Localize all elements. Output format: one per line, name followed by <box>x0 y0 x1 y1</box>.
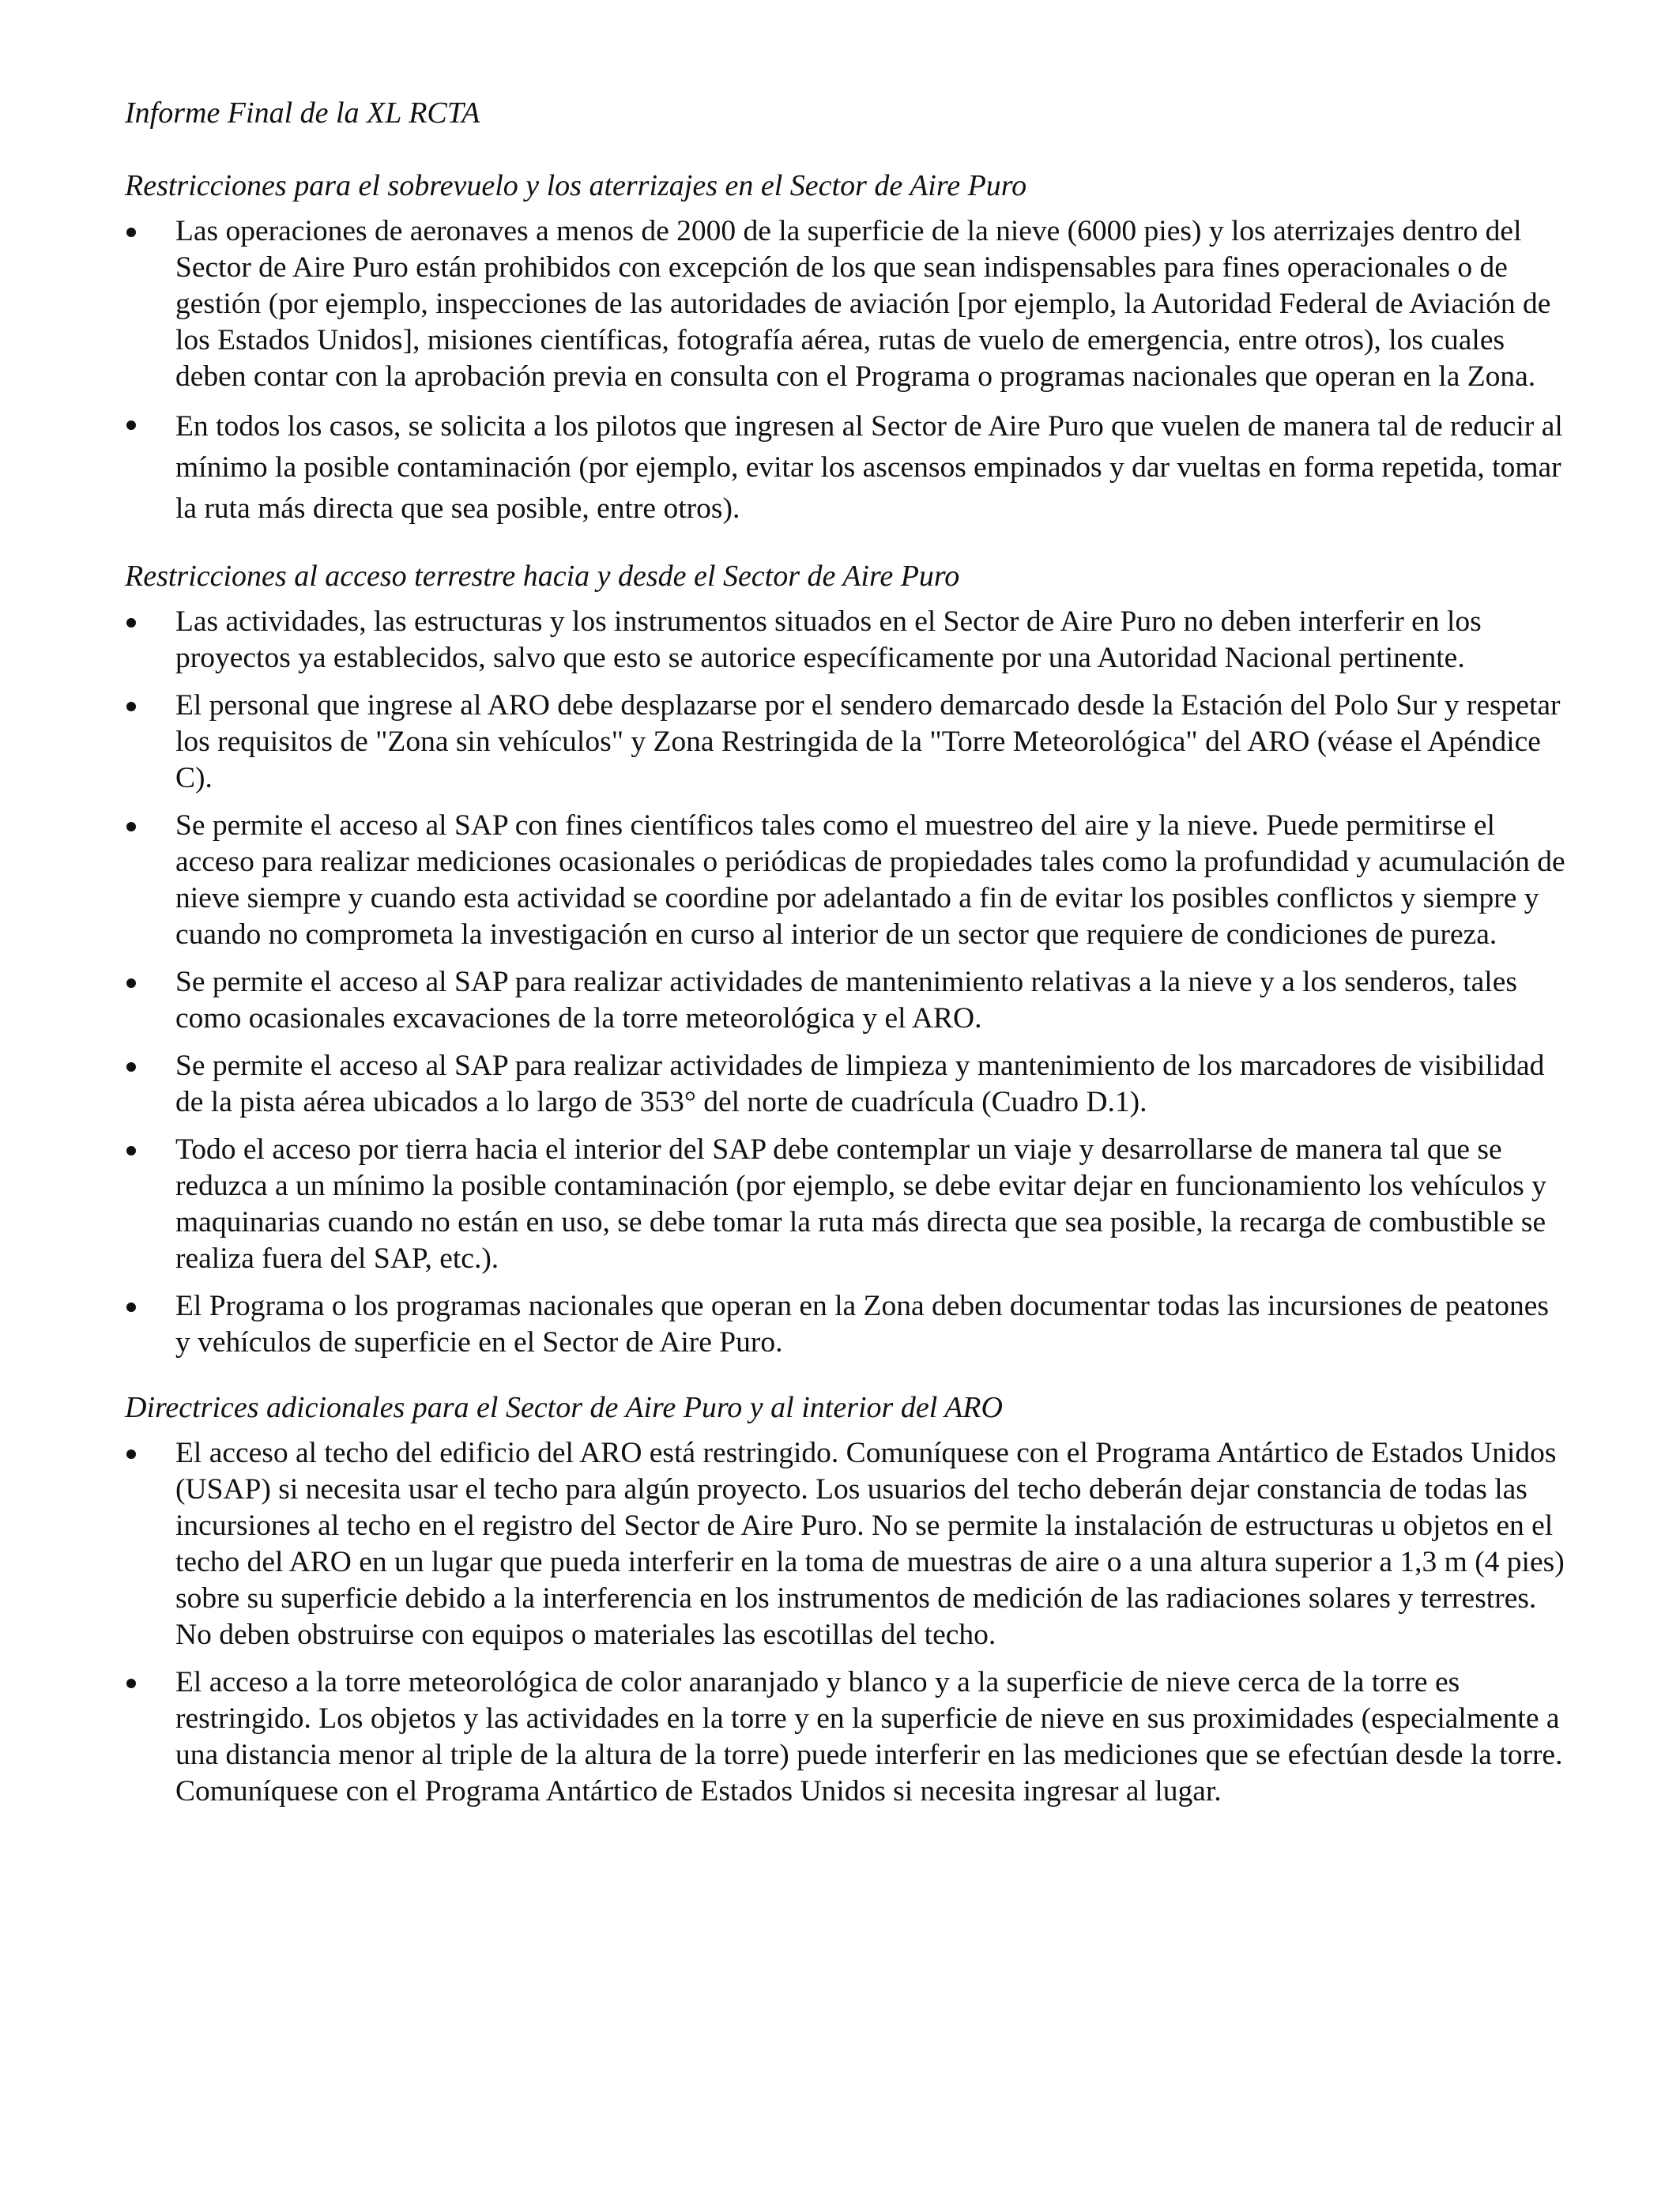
bullet-icon <box>126 702 136 711</box>
document-page <box>125 95 1571 1838</box>
section-overflight <box>125 168 1571 530</box>
bullet-icon <box>126 420 136 430</box>
list-item <box>125 213 1571 395</box>
list-item-text: Las operaciones de aeronaves a menos de 2000 de la superficie de la nieve (6000 pies) y los aterrizajes dentro del Sector de Aire Puro están prohibidos con excepción de los que sean indispensables para fines operacionales o de gestión (por ejemplo, inspecciones de las autoridades de aviación [por ejemplo, la Autoridad Federal de Aviación de los Estados Unidos], misiones científicas, fotografía aérea, rutas de vuelo de emergencia, entre otros), los cuales deben contar con la aprobación previa en consulta con el Programa o programas nacionales que operan en la Zona. <box>175 215 1551 393</box>
list-item <box>125 1288 1571 1361</box>
list-item-text: Todo el acceso por tierra hacia el interior del SAP debe contemplar un viaje y desarrollarse de manera tal que se reduzca a un mínimo la posible contaminación (por ejemplo, se debe evitar dejar en funcionamiento los vehículos y maquinarias cuando no están en uso, se debe tomar la ruta más directa que sea posible, la recarga de combustible se realiza fuera del SAP, etc.). <box>175 1133 1546 1275</box>
bullet-icon <box>126 822 136 831</box>
bullet-icon <box>126 1302 136 1312</box>
bullet-icon <box>126 978 136 988</box>
section-ground-access <box>125 558 1571 1361</box>
list-item-text: Se permite el acceso al SAP con fines científicos tales como el muestreo del aire y la nieve. Puede permitirse el acceso para realizar mediciones ocasionales o periódicas de propiedades tales como la profundidad y acumulación de nieve siempre y cuando esta actividad se coordine por adelantado a fin de evitar los posibles conflictos y siempre y cuando no comprometa la investigación en curso al interior de un sector que requiere de condiciones de pureza. <box>175 809 1565 951</box>
list-item-text: Se permite el acceso al SAP para realizar actividades de limpieza y mantenimiento de los marcadores de visibilidad de la pista aérea ubicados a lo largo de 353° del norte de cuadrícula (Cuadro D.1). <box>175 1050 1545 1118</box>
list-item <box>125 406 1571 530</box>
list-item-text: El personal que ingrese al ARO debe desplazarse por el sendero demarcado desde la Estación del Polo Sur y respetar los requisitos de "Zona sin vehículos" y Zona Restringida de la "Torre Meteorológica" del ARO (véase el Apéndice C). <box>175 689 1561 794</box>
bullet-icon <box>126 1146 136 1155</box>
section-additional-guidelines <box>125 1389 1571 1810</box>
list-item-text: Las actividades, las estructuras y los instrumentos situados en el Sector de Aire Puro no deben interferir en los proyectos ya establecidos, salvo que esto se autorice específicamente por una Autoridad Nacional pertinente. <box>175 605 1482 674</box>
report-header: Informe Final de la XL RCTA <box>125 96 480 130</box>
bullet-icon <box>126 618 136 628</box>
list-item <box>125 1435 1571 1653</box>
bullet-list <box>125 213 1571 530</box>
list-item <box>125 604 1571 677</box>
section-title: Restricciones para el sobrevuelo y los aterrizajes en el Sector de Aire Puro <box>125 169 1027 202</box>
list-item <box>125 964 1571 1037</box>
bullet-icon <box>126 1062 136 1072</box>
list-item <box>125 808 1571 953</box>
bullet-icon <box>126 228 136 237</box>
list-item <box>125 1664 1571 1810</box>
list-item-text: Se permite el acceso al SAP para realizar actividades de mantenimiento relativas a la nieve y a los senderos, tales como ocasionales excavaciones de la torre meteorológica y el ARO. <box>175 966 1517 1035</box>
list-item-text: El acceso al techo del edificio del ARO está restringido. Comuníquese con el Programa Antártico de Estados Unidos (USAP) si necesita usar el techo para algún proyecto. Los usuarios del techo deberán dejar constancia de todas las incursiones al techo en el registro del Sector de Aire Puro. No se permite la instalación de estructuras u objetos en el techo del ARO en un lugar que pueda interferir en la toma de muestras de aire o a una altura superior a 1,3 m (4 pies) sobre su superficie debido a la interferencia en los instrumentos de medición de las radiaciones solares y terrestres. No deben obstruirse con equipos o materiales las escotillas del techo. <box>175 1437 1565 1651</box>
list-item-text: El acceso a la torre meteorológica de color anaranjado y blanco y a la superficie de nieve cerca de la torre es restringido. Los objetos y las actividades en la torre y en la superficie de nieve en sus proximidades (especialmente a una distancia menor al triple de la altura de la torre) puede interferir en las mediciones que se efectúan desde la torre. Comuníquese con el Programa Antártico de Estados Unidos si necesita ingresar al lugar. <box>175 1666 1563 1808</box>
bullet-list <box>125 1435 1571 1810</box>
list-item <box>125 1048 1571 1121</box>
section-title: Restricciones al acceso terrestre hacia y desde el Sector de Aire Puro <box>125 560 960 593</box>
bullet-icon <box>126 1449 136 1459</box>
list-item <box>125 688 1571 797</box>
bullet-list <box>125 604 1571 1361</box>
list-item <box>125 1132 1571 1277</box>
section-title: Directrices adicionales para el Sector de Aire Puro y al interior del ARO <box>125 1391 1003 1424</box>
list-item-text: En todos los casos, se solicita a los pilotos que ingresen al Sector de Aire Puro que vuelen de manera tal de reducir al mínimo la posible contaminación (por ejemplo, evitar los ascensos empinados y dar vueltas en forma repetida, tomar la ruta más directa que sea posible, entre otros). <box>175 410 1563 525</box>
bullet-icon <box>126 1679 136 1688</box>
list-item-text: El Programa o los programas nacionales que operan en la Zona deben documentar todas las incursiones de peatones y vehículos de superficie en el Sector de Aire Puro. <box>175 1290 1549 1359</box>
